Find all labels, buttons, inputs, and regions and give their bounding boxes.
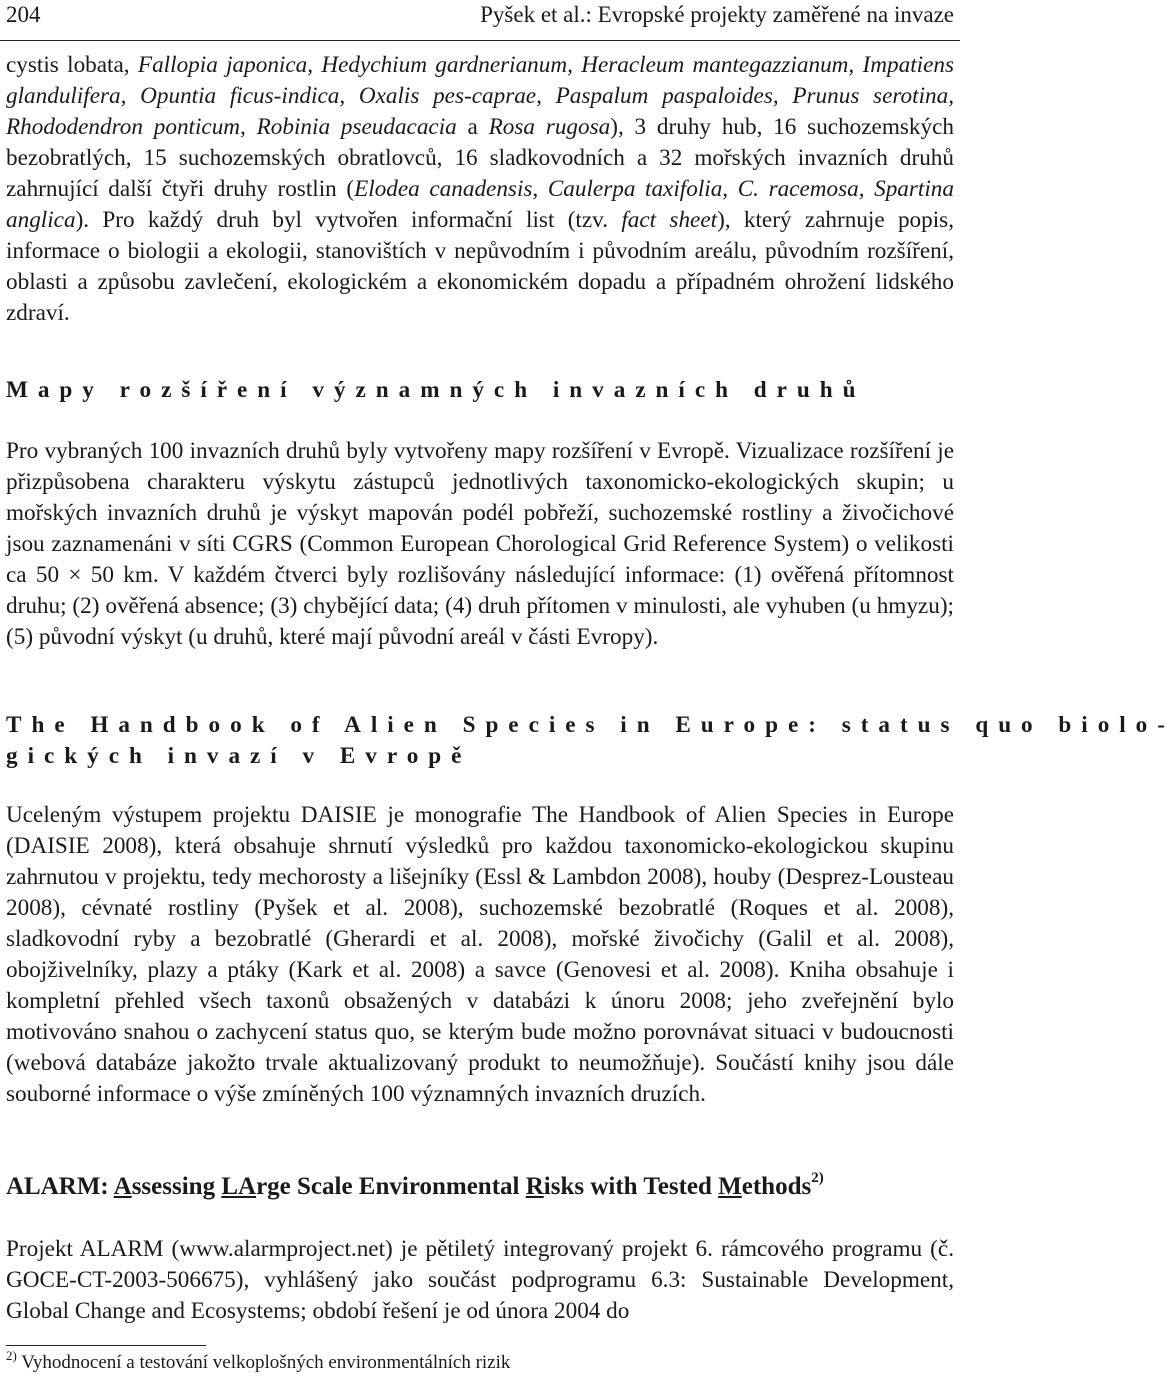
paragraph-alarm: Projekt ALARM (www.alarmproject.net) je pětiletý integrovaný projekt 6. rámcového programu (č. GOCE-CT-2003-506675), vyhlášený jako součást podprogramu 6.3: Sustainable Development, Global Change and Ecosystems; období řešení je od února 2004 do: [6, 1236, 954, 1324]
paragraph-species-list: [6, 50, 954, 360]
footnote-text: Vyhodnocení a testování velkoplošných environmentálních rizik: [21, 1352, 511, 1373]
text-span: a: [456, 114, 489, 140]
acronym-letter: A: [113, 1173, 132, 1200]
heading-text: isks with Tested: [543, 1173, 719, 1200]
fact-sheet-italic: fact sheet: [621, 207, 718, 233]
heading-line-2: gických invazí v Evropě: [6, 743, 472, 769]
heading-text: rge Scale Environmental: [256, 1173, 526, 1200]
text-span: ). Pro každý druh byl vytvořen informační list (tzv.: [75, 207, 622, 233]
acronym-letter: R: [525, 1173, 544, 1200]
heading-text: ssessing: [131, 1173, 222, 1200]
section-heading-handbook: [6, 710, 1175, 772]
heading-text: ALARM:: [6, 1173, 114, 1200]
text-span: cystis lobata,: [6, 52, 138, 78]
section-heading-maps: Mapy rozšíření významných invazních druhů: [6, 377, 866, 403]
acronym-letter: M: [718, 1173, 742, 1200]
species-name-italic: Rosa rugosa: [488, 114, 611, 140]
footnote: [6, 1350, 510, 1376]
footnote-mark: 2): [6, 1348, 17, 1363]
page-header: [6, 2, 954, 32]
paragraph-maps: Pro vybraných 100 invazních druhů byly vytvořeny mapy rozšíření v Evropě. Vizualizace rozšíření je přizpůsobena charakteru výskytu zástupců jednotlivých taxonomicko-ekologických skupin; u mořských invazních druhů je výskyt mapován podél pobřeží, suchozemské rostliny a živočichové jsou zaznamenáni v síti CGRS (Common European Chorological Grid Reference System) o velikosti ca 50 × 50 km. V každém čtverci byly rozlišovány následující informace: (1) ověřená přítomnost druhu; (2) ověřená absence; (3) chybějící data; (4) druh přítomen v minulosti, ale vyhuben (u hmyzu); (5) původní výskyt (u druhů, které mají původní areál v části Evropy).: [6, 438, 954, 650]
species-names-italic: Elodea canadensis, Caulerpa taxifolia, C. racemosa, Spartina anglica: [6, 176, 954, 233]
heading-line-1: The Handbook of Alien Species in Europe: status quo biolo-: [6, 712, 1175, 738]
footnote-reference[interactable]: 2): [811, 1170, 824, 1186]
acronym-letter: LA: [221, 1173, 257, 1200]
text-span: ), 3 druhy hub, 16 suchozemských bezobratlých, 15 suchozemských obratlovců, 16 sladkovodních a 32 mořských invazních druhů zahrnující další čtyři druhy rostlin (: [6, 114, 954, 202]
running-title: Pyšek et al.: Evropské projekty zaměřené na invaze: [480, 2, 954, 27]
page-number: 204: [6, 2, 41, 27]
text-span: ), který zahrnuje popis, informace o biologii a ekologii, stanovištích v nepůvodním i původním areálu, původním rozšíření, oblasti a způsobu zavlečení, ekologickém a ekonomickém dopadu a případném ohrožení lidského zdraví.: [6, 207, 954, 326]
species-names-italic: Fallopia japonica, Hedychium gardnerianum, Heracleum mantegazzianum, Impatiens glandulifera, Opuntia ficus-indica, Oxalis pes-caprae, Paspalum paspaloides, Prunus serotina, Rhododendron ponticum, Robinia pseudacacia: [6, 52, 954, 140]
section-heading-alarm: [6, 1171, 954, 1202]
header-rule: [0, 40, 960, 41]
footnote-rule: [6, 1345, 206, 1346]
heading-text: ethods: [741, 1173, 812, 1200]
paragraph-handbook: Uceleným výstupem projektu DAISIE je monografie The Handbook of Alien Species in Europe (DAISIE 2008), která obsahuje shrnutí výsledků pro každou taxonomicko-ekologickou skupinu zahrnutou v projektu, tedy mechorosty a lišejníky (Essl & Lambdon 2008), houby (Desprez-Lousteau 2008), cévnaté rostliny (Pyšek et al. 2008), suchozemské bezobratlé (Roques et al. 2008), sladkovodní ryby a bezobratlé (Gherardi et al. 2008), mořské živočichy (Galil et al. 2008), obojživelníky, plazy a ptáky (Kark et al. 2008) a savce (Genovesi et al. 2008). Kniha obsahuje i kompletní přehled všech taxonů obsažených v databázi k únoru 2008; jeho zveřejnění bylo motivováno snahou o zachycení status quo, se kterým bude možno porovnávat situaci v budoucnosti (webová databáze jakožto trvale aktualizovaný produkt to neumožňuje). Součástí knihy jsou dále souborné informace o výše zmíněných 100 významných invazních druzích.: [6, 802, 954, 1107]
